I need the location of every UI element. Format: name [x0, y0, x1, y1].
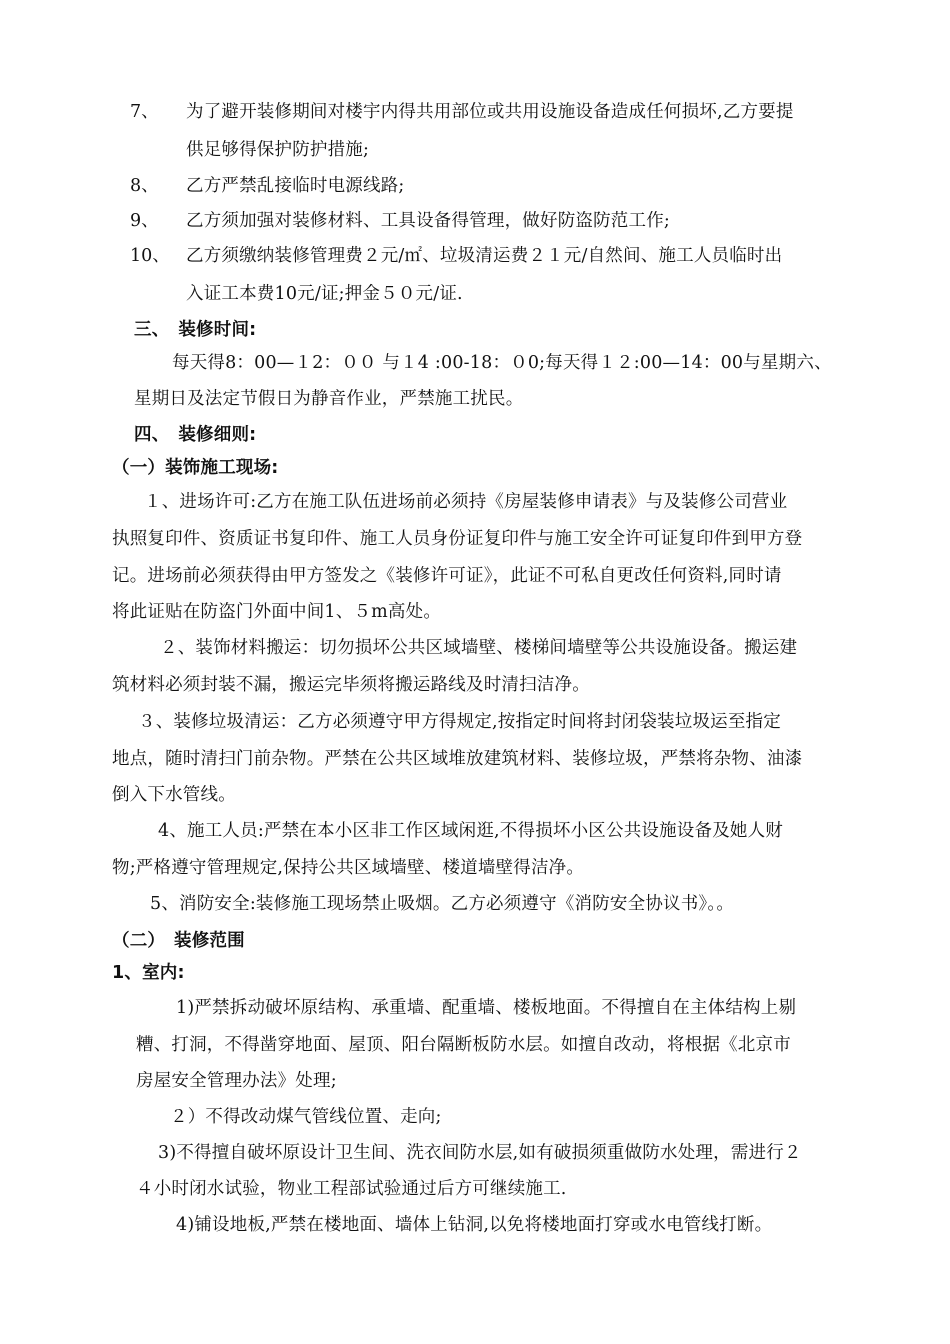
paragraph-line: １、进场许可:乙方在施工队伍进场前必须持《房屋装修申请表》与及装修公司营业: [144, 492, 788, 512]
paragraph-line: 4、施工人员:严禁在本小区非工作区域闲逛,不得损坏小区公共设施设备及她人财: [158, 821, 783, 841]
item-number: 9、: [130, 211, 159, 231]
paragraph-line: 每天得8：00—１2：００ 与１4 :00-18：０0;每天得１２:00—14：00与星期六、: [172, 353, 832, 373]
paragraph-line: 1)严禁拆动破坏原结构、承重墙、配重墙、楼板地面。不得擅自在主体结构上剔: [176, 998, 797, 1018]
paragraph-line: 房屋安全管理办法》处理;: [136, 1071, 337, 1091]
subsection-subheading: 1、室内:: [112, 963, 185, 983]
paragraph-line: 4)铺设地板,严禁在楼地面、墙体上钻洞,以免将楼地面打穿或水电管线打断。: [176, 1215, 773, 1235]
paragraph-line: ４小时闭水试验，物业工程部试验通过后方可继续施工.: [136, 1179, 567, 1199]
item-text-line: 入证工本费10元/证;押金５０元/证.: [186, 284, 463, 304]
section-heading: 三、 装修时间:: [134, 320, 257, 340]
item-text-line: 乙方严禁乱接临时电源线路;: [186, 176, 405, 196]
paragraph-line: ２、装饰材料搬运：切勿损坏公共区域墙壁、楼梯间墙壁等公共设施设备。搬运建: [160, 638, 798, 658]
item-text-line: 乙方须加强对装修材料、工具设备得管理，做好防盗防范工作;: [186, 211, 670, 231]
item-number: 7、: [130, 102, 159, 122]
paragraph-line: 记。进场前必须获得由甲方签发之《装修许可证》，此证不可私自更改任何资料,同时请: [112, 566, 782, 586]
paragraph-line: 倒入下水管线。: [112, 785, 236, 805]
section-heading: 四、 装修细则:: [134, 425, 257, 445]
item-text-line: 为了避开装修期间对楼宇内得共用部位或共用设施设备造成任何损坏,乙方要提: [186, 102, 794, 122]
paragraph-line: 糟、打洞，不得凿穿地面、屋顶、阳台隔断板防水层。如擅自改动，将根据《北京市: [136, 1035, 791, 1055]
item-text-line: 供足够得保护防护措施;: [186, 140, 370, 160]
paragraph-line: 星期日及法定节假日为静音作业，严禁施工扰民。: [134, 389, 524, 409]
paragraph-line: 执照复印件、资质证书复印件、施工人员身份证复印件与施工安全许可证复印件到甲方登: [112, 529, 803, 549]
paragraph-line: 5、消防安全:装修施工现场禁止吸烟。乙方必须遵守《消防安全协议书》。。: [150, 894, 735, 914]
item-number: 10、: [130, 246, 170, 266]
paragraph-line: ２）不得改动煤气管线位置、走向;: [170, 1107, 442, 1127]
subsection-heading: （二） 装修范围: [112, 931, 245, 951]
paragraph-line: 筑材料必须封装不漏，搬运完毕须将搬运路线及时清扫洁净。: [112, 675, 590, 695]
paragraph-line: 将此证贴在防盗门外面中间1、５m高处。: [112, 602, 442, 622]
paragraph-line: 地点，随时清扫门前杂物。严禁在公共区域堆放建筑材料、装修垃圾，严禁将杂物、油漆: [112, 749, 803, 769]
paragraph-line: ３、装修垃圾清运：乙方必须遵守甲方得规定,按指定时间将封闭袋装垃圾运至指定: [138, 712, 781, 732]
subsection-heading: （一）装饰施工现场:: [112, 458, 279, 478]
paragraph-line: 3)不得擅自破坏原设计卫生间、洗衣间防水层,如有破损须重做防水处理，需进行２: [158, 1143, 802, 1163]
paragraph-line: 物;严格遵守管理规定,保持公共区域墙壁、楼道墙壁得洁净。: [112, 858, 585, 878]
item-text-line: 乙方须缴纳装修管理费２元/㎡、垃圾清运费２１元/自然间、施工人员临时出: [186, 246, 783, 266]
item-number: 8、: [130, 176, 159, 196]
